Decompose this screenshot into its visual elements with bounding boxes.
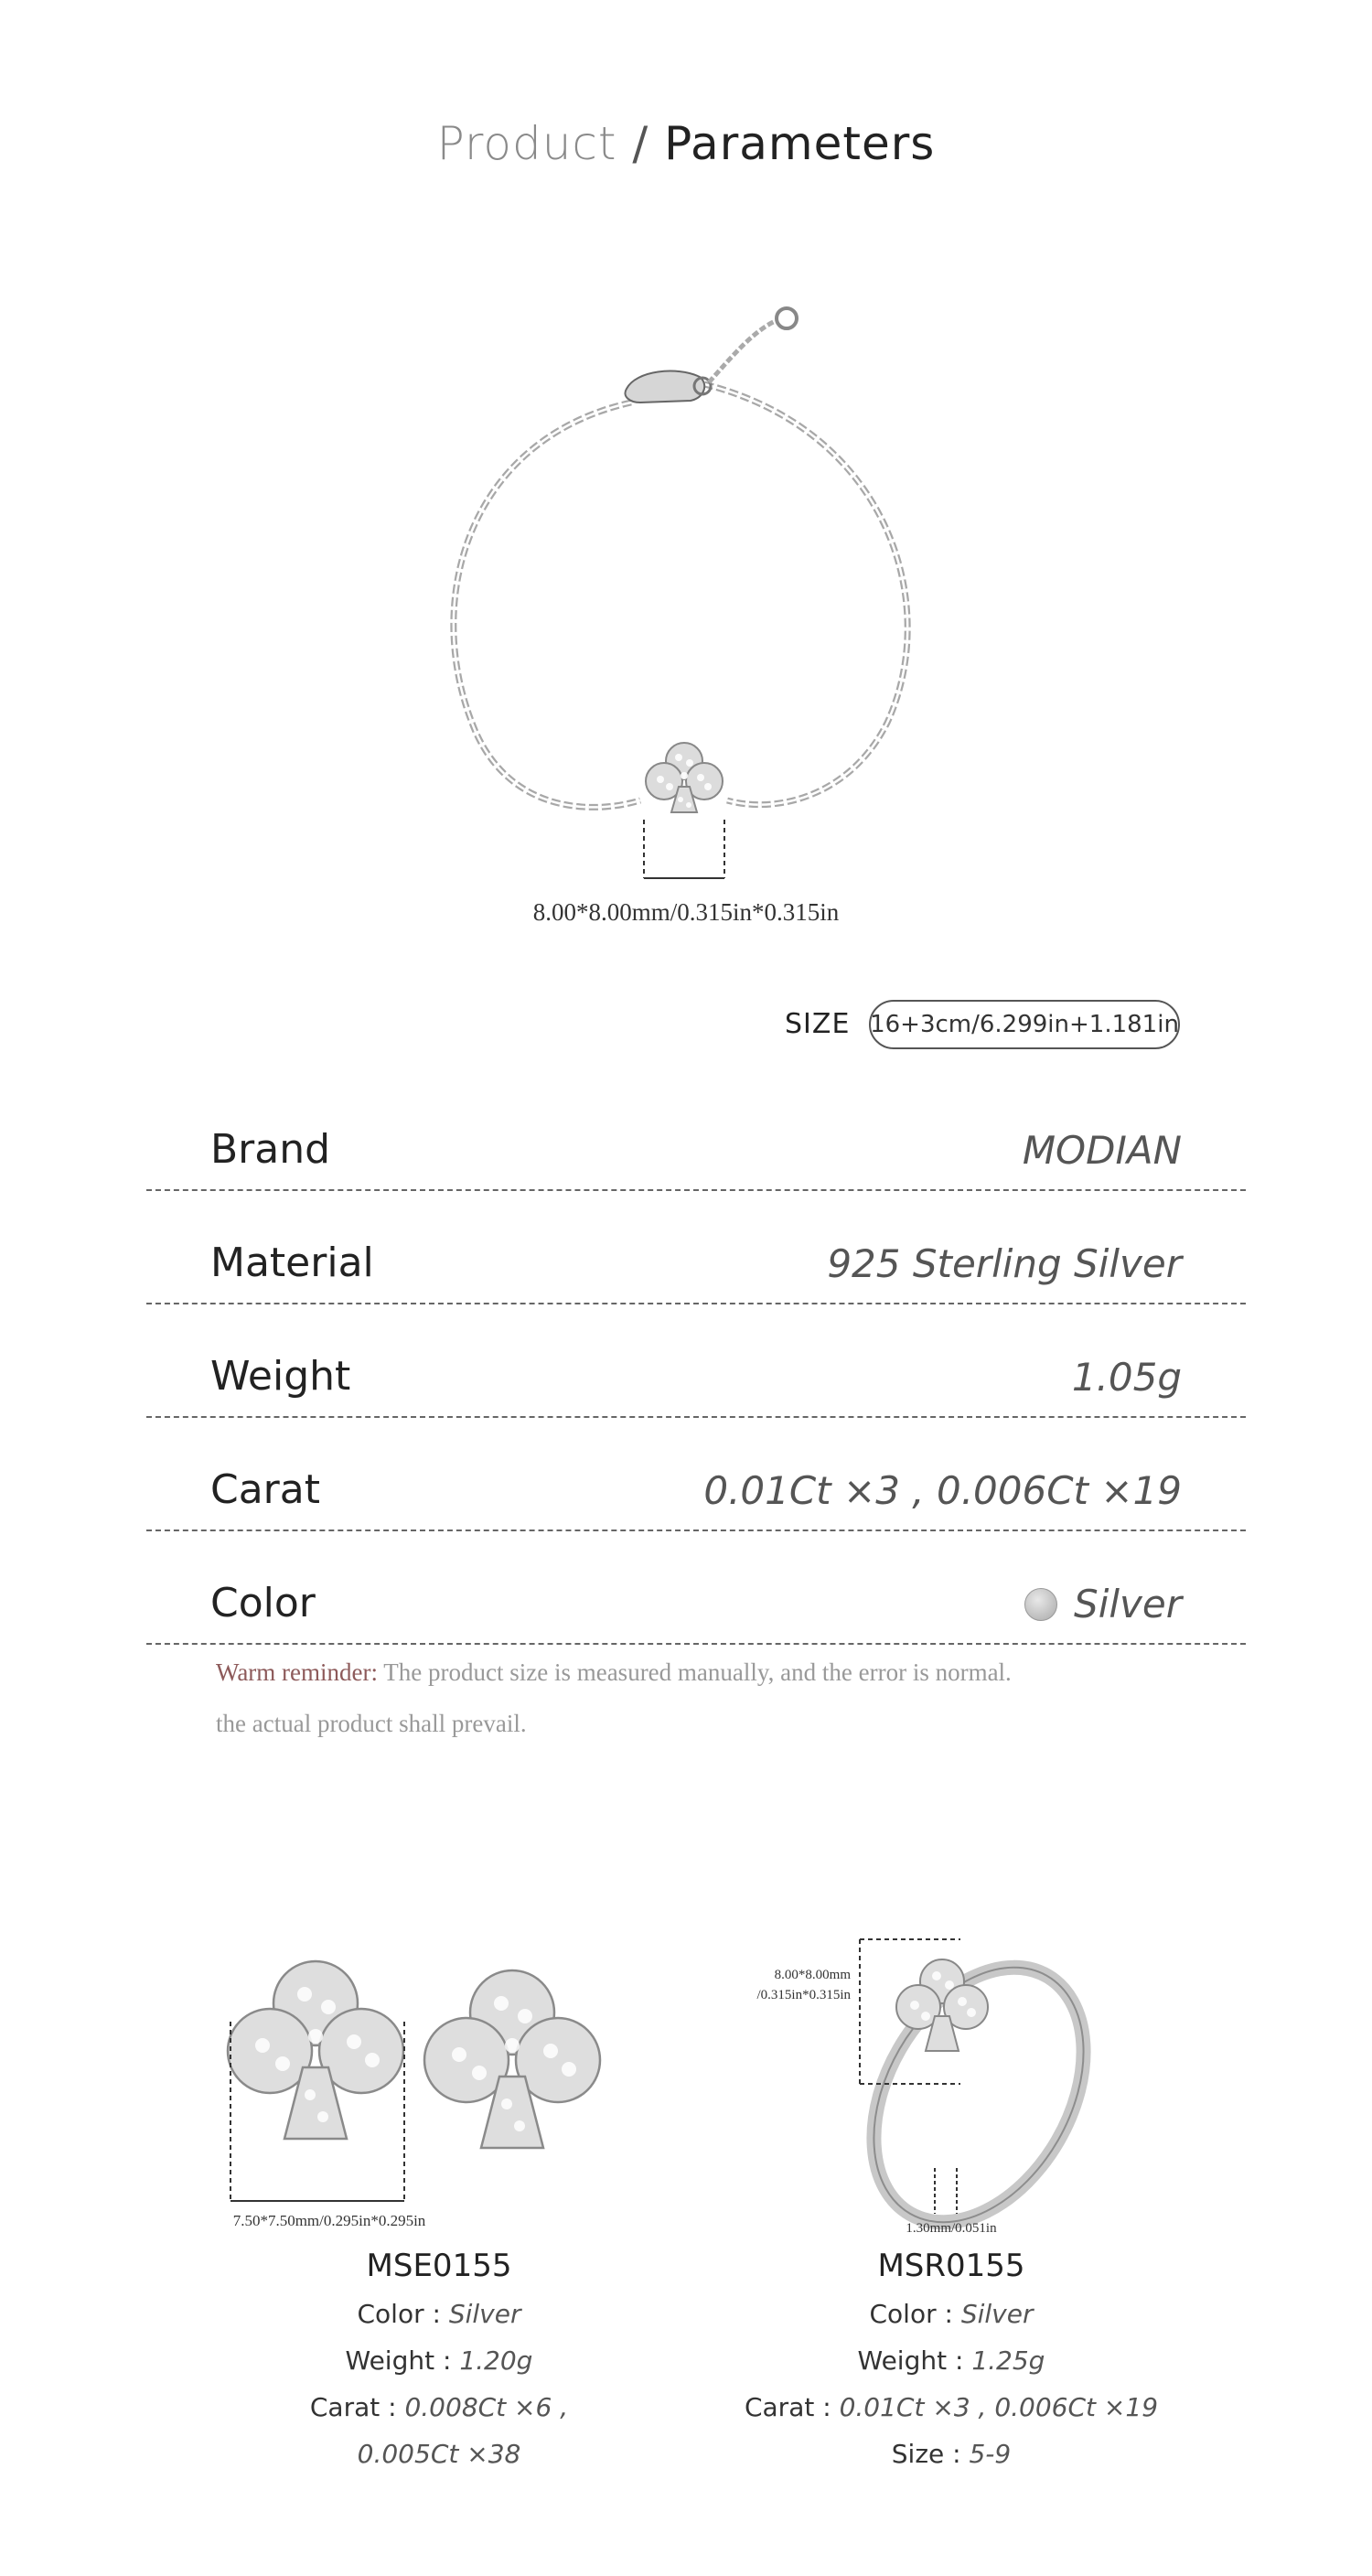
param-label-material: Material: [210, 1240, 374, 1286]
param-value-weight: 1.05g: [1071, 1355, 1182, 1400]
earrings-carat: Carat : 0.008Ct ×6 ,: [309, 2392, 569, 2422]
earrings-image: [210, 1930, 668, 2223]
param-value-color: Silver: [1024, 1582, 1182, 1626]
param-label-color: Color: [210, 1580, 316, 1626]
earrings-info: [210, 2241, 668, 2477]
title-separator: /: [632, 117, 649, 170]
ring-band-dimension: 1.30mm/0.051in: [906, 2221, 997, 2236]
page-title: [0, 117, 1372, 170]
earrings-code: MSE0155: [366, 2248, 512, 2284]
bracelet-image: [412, 302, 960, 906]
param-row-color: [146, 1531, 1246, 1645]
earrings-dimension: 7.50*7.50mm/0.295in*0.295in: [232, 2212, 426, 2229]
ring-size: Size : 5-9: [891, 2439, 1012, 2469]
param-label-carat: Carat: [210, 1466, 320, 1513]
size-value-badge: [869, 1000, 1180, 1049]
ring-info: [723, 2241, 1180, 2477]
bracelet-dimension: 8.00*8.00mm/0.315in*0.315in: [532, 898, 840, 926]
reminder-line2: the actual product shall prevail.: [216, 1710, 527, 1737]
earrings-color: Color : Silver: [357, 2299, 521, 2329]
param-value-material: 925 Sterling Silver: [827, 1241, 1182, 1286]
warm-reminder: [216, 1647, 1222, 1749]
ring-code: MSR0155: [877, 2248, 1025, 2284]
param-label-brand: Brand: [210, 1126, 331, 1173]
ring-dimension-line1: 8.00*8.00mm: [774, 1968, 851, 1982]
ring-weight: Weight : 1.25g: [857, 2345, 1045, 2376]
reminder-line1: The product size is measured manually, and the error is normal.: [378, 1658, 1012, 1686]
param-row-material: [146, 1191, 1246, 1304]
param-label-weight: Weight: [210, 1353, 351, 1400]
param-row-carat: [146, 1418, 1246, 1531]
ring-image: [732, 1903, 1162, 2232]
earrings-carat-continued: 0.005Ct ×38: [357, 2439, 521, 2469]
ring-dimension: [713, 1965, 851, 2005]
title-parameters: Parameters: [664, 117, 936, 170]
earrings-weight: Weight : 1.20g: [345, 2345, 533, 2376]
size-value: 16+3cm/6.299in+1.181in: [870, 1011, 1179, 1038]
reminder-prefix: Warm reminder:: [216, 1658, 379, 1686]
ring-carat: Carat : 0.01Ct ×3 , 0.006Ct ×19: [744, 2392, 1159, 2422]
size-label: SIZE: [785, 1008, 851, 1040]
param-value-brand: MODIAN: [1022, 1128, 1182, 1173]
param-value-carat: 0.01Ct ×3 , 0.006Ct ×19: [703, 1468, 1182, 1513]
ring-color: Color : Silver: [869, 2299, 1034, 2329]
param-row-brand: [146, 1078, 1246, 1191]
silver-swatch-icon: [1024, 1588, 1057, 1621]
title-product: Product: [436, 117, 617, 170]
param-row-weight: [146, 1304, 1246, 1418]
ring-dimension-line2: /0.315in*0.315in: [756, 1988, 851, 2002]
